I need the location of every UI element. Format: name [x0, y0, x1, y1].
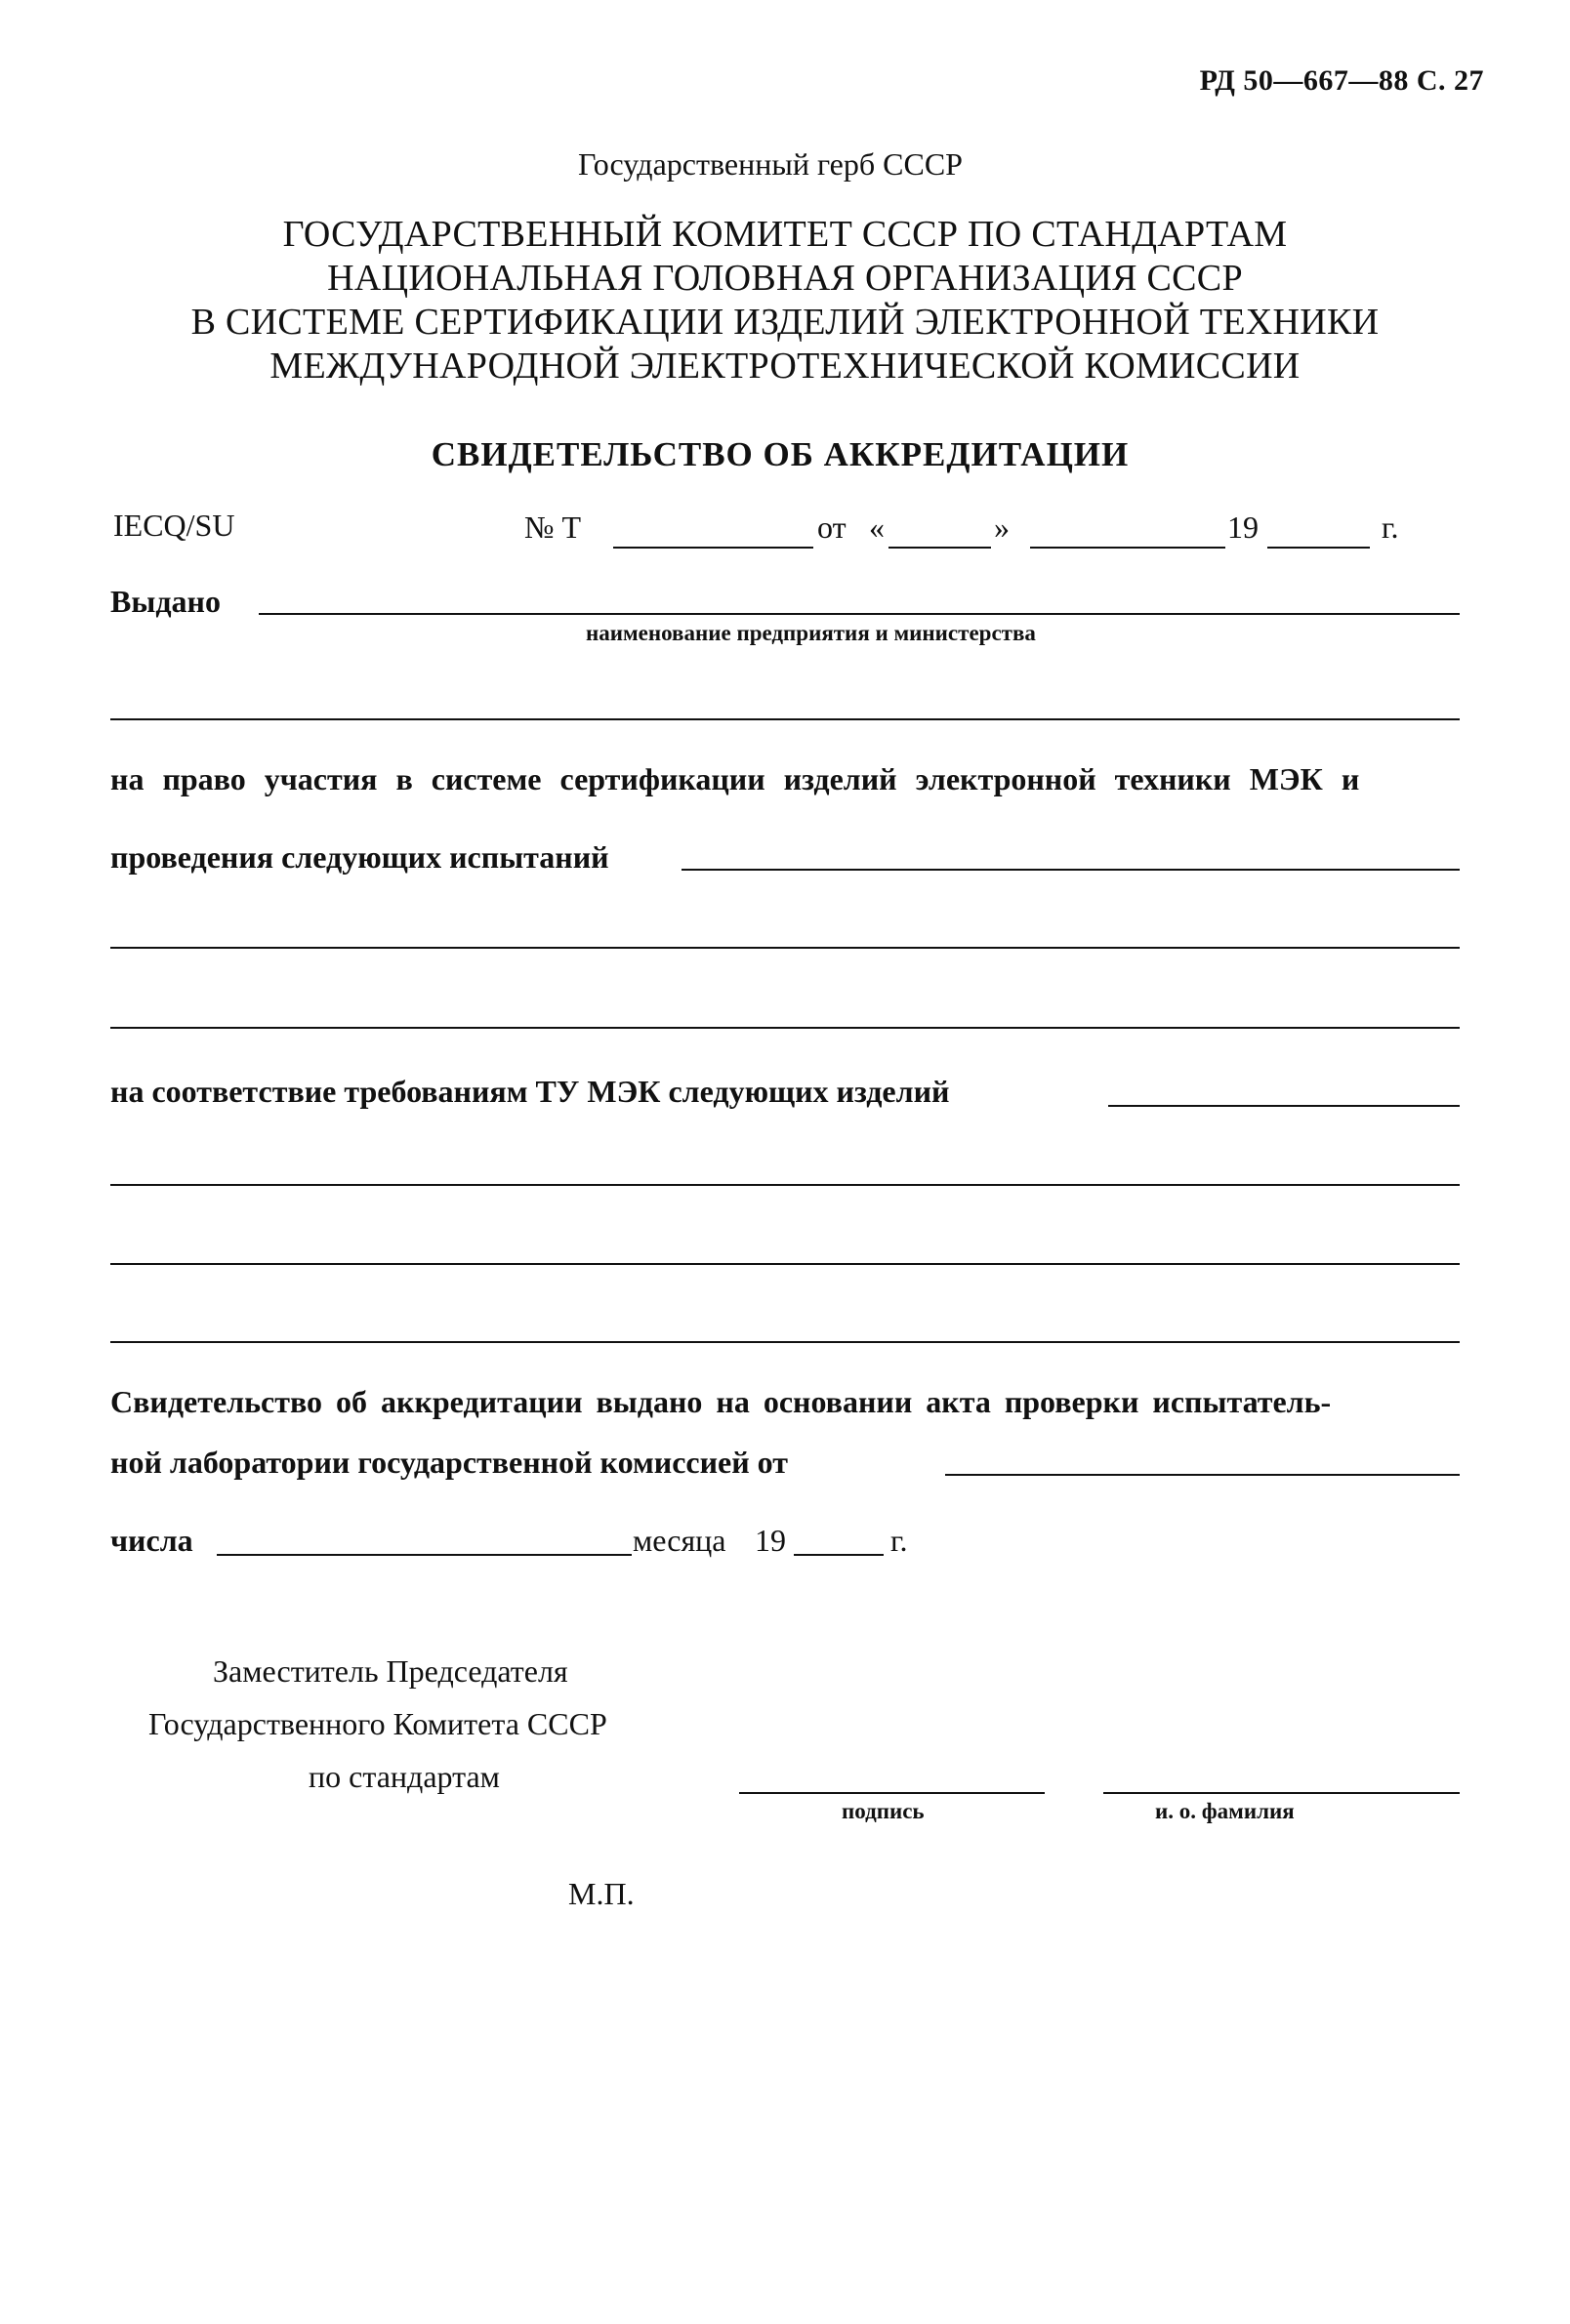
header-line-3: В СИСТЕМЕ СЕРТИФИКАЦИИ ИЗДЕЛИЙ ЭЛЕКТРОННОЙ ТЕХНИКИ — [190, 302, 1380, 343]
commission-year-field[interactable] — [794, 1554, 884, 1556]
commission-day-field[interactable] — [217, 1554, 632, 1556]
issued-to-field[interactable] — [259, 613, 1460, 615]
basis-text-line-2: ной лаборатории государственной комиссией от — [110, 1445, 788, 1480]
certificate-number-field[interactable] — [613, 547, 813, 549]
issued-label: Выдано — [110, 584, 221, 619]
commission-year-prefix: 19 — [755, 1523, 786, 1558]
products-line-4[interactable] — [110, 1341, 1460, 1343]
tests-label: проведения следующих испытаний — [110, 839, 609, 875]
header-line-2: НАЦИОНАЛЬНАЯ ГОЛОВНАЯ ОРГАНИЗАЦИЯ СССР — [327, 258, 1243, 299]
name-caption: и. о. фамилия — [1155, 1799, 1295, 1823]
year-field[interactable] — [1267, 547, 1370, 549]
name-field[interactable] — [1103, 1792, 1460, 1794]
products-line-2[interactable] — [110, 1184, 1460, 1186]
products-field[interactable] — [1108, 1105, 1460, 1107]
year-prefix: 19 — [1227, 510, 1259, 545]
day-field[interactable] — [888, 547, 991, 549]
month-field[interactable] — [1030, 547, 1225, 549]
year-suffix: г. — [1382, 510, 1399, 545]
signatory-line-3: по стандартам — [309, 1759, 500, 1794]
right-of-participation-text: на право участия в системе сертификации изделий электронной техники МЭК и — [110, 761, 1360, 796]
basis-text-line-1: Свидетельство об аккредитации выдано на основании акта проверки испытатель- — [110, 1384, 1332, 1419]
date-from-label: от — [817, 510, 847, 545]
commission-year-suffix: г. — [890, 1523, 908, 1558]
issued-caption: наименование предприятия и министерства — [586, 621, 1036, 645]
compliance-label: на соответствие требованиям ТУ МЭК следующих изделий — [110, 1074, 950, 1109]
day-label: числа — [110, 1523, 193, 1558]
tests-field[interactable] — [682, 869, 1460, 871]
certificate-number-label: № Т — [524, 510, 582, 545]
quote-close: » — [994, 510, 1010, 545]
system-code: IECQ/SU — [113, 508, 235, 543]
emblem-caption: Государственный герб СССР — [578, 146, 963, 182]
signatory-line-2: Государственного Комитета СССР — [148, 1706, 607, 1741]
tests-line-2[interactable] — [110, 947, 1460, 949]
month-label: месяца — [633, 1523, 726, 1558]
signatory-line-1: Заместитель Председателя — [213, 1653, 568, 1689]
header-line-1: ГОСУДАРСТВЕННЫЙ КОМИТЕТ СССР ПО СТАНДАРТАМ — [282, 214, 1288, 255]
commission-date-field[interactable] — [945, 1474, 1460, 1476]
tests-line-3[interactable] — [110, 1027, 1460, 1029]
page-reference: РД 50—667—88 С. 27 — [1199, 64, 1484, 97]
signature-caption: подпись — [842, 1799, 925, 1823]
header-line-4: МЕЖДУНАРОДНОЙ ЭЛЕКТРОТЕХНИЧЕСКОЙ КОМИССИИ — [269, 346, 1301, 387]
issued-continuation-line[interactable] — [110, 718, 1460, 720]
quote-open: « — [869, 510, 885, 545]
stamp-place: М.П. — [568, 1876, 635, 1911]
certificate-title: СВИДЕТЕЛЬСТВО ОБ АККРЕДИТАЦИИ — [431, 435, 1130, 473]
products-line-3[interactable] — [110, 1263, 1460, 1265]
signature-field[interactable] — [739, 1792, 1045, 1794]
